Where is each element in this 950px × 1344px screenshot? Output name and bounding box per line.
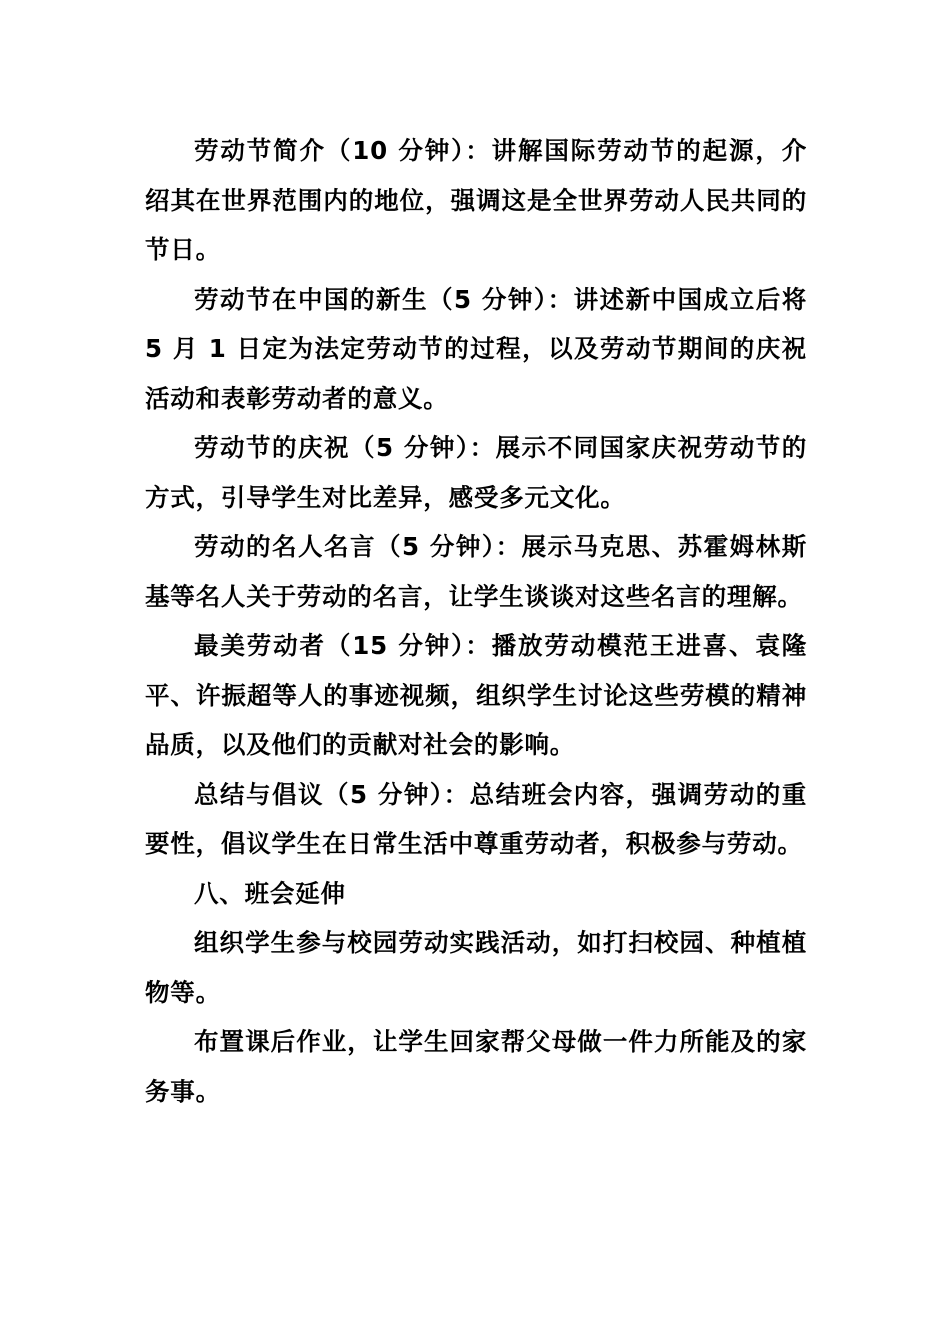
paragraph-homework: 布置课后作业，让学生回家帮父母做一件力所能及的家务事。 bbox=[145, 1027, 807, 1106]
section-heading-extension: 八、班会延伸 bbox=[194, 878, 346, 908]
paragraph-labor-day-in-china: 劳动节在中国的新生（5 分钟）：讲述新中国成立后将 5 月 1 日定为法定劳动节的过程，以及劳动节期间的庆祝活动和表彰劳动者的意义。 bbox=[145, 284, 807, 413]
paragraph-famous-quotes: 劳动的名人名言（5 分钟）：展示马克思、苏霍姆林斯基等名人关于劳动的名言，让学生谈谈对这些名言的理解。 bbox=[145, 532, 807, 611]
document-page bbox=[145, 126, 807, 1116]
paragraph-labor-day-intro: 劳动节简介（10 分钟）：讲解国际劳动节的起源，介绍其在世界范围内的地位，强调这是全世界劳动人民共同的节日。 bbox=[145, 136, 807, 264]
paragraph-summary-initiative: 总结与倡议（5 分钟）：总结班会内容，强调劳动的重要性，倡议学生在日常生活中尊重劳动者，积极参与劳动。 bbox=[145, 779, 807, 858]
paragraph-labor-day-celebration: 劳动节的庆祝（5 分钟）：展示不同国家庆祝劳动节的方式，引导学生对比差异，感受多元文化。 bbox=[145, 433, 807, 512]
paragraph-campus-practice: 组织学生参与校园劳动实践活动，如打扫校园、种植植物等。 bbox=[145, 928, 807, 1007]
paragraph-best-workers: 最美劳动者（15 分钟）：播放劳动模范王进喜、袁隆平、许振超等人的事迹视频，组织学生讨论这些劳模的精神品质，以及他们的贡献对社会的影响。 bbox=[145, 631, 807, 759]
